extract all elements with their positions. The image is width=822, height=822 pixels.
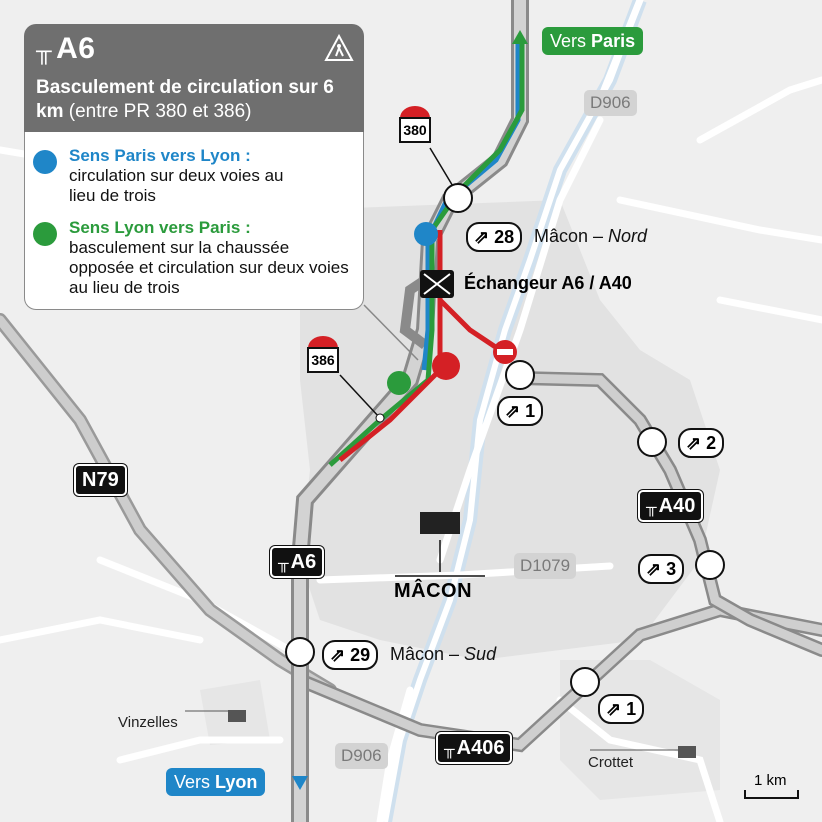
legend-text: basculement sur la chaussée opposée et circulation sur deux voies au lieu de trois xyxy=(69,238,349,297)
roadworks-icon xyxy=(432,352,460,380)
legend-head: Sens Lyon vers Paris : xyxy=(69,218,251,237)
pr-380-label: 380 xyxy=(403,122,427,138)
village-icon xyxy=(228,710,246,722)
lane-blue-icon xyxy=(33,150,57,174)
motorway-icon: ╥ xyxy=(36,38,53,63)
a40-shield: ╥ A40 xyxy=(638,490,703,522)
d906-label-south: D906 xyxy=(335,743,388,769)
info-panel-header xyxy=(24,24,364,132)
legend-head: Sens Paris vers Lyon : xyxy=(69,146,251,165)
exit-a40-1-badge: ⇗ 1 xyxy=(497,396,543,426)
village-label-vinzelles: Vinzelles xyxy=(118,714,178,731)
scale-label: 1 km xyxy=(754,772,787,789)
city-label-macon: MÂCON xyxy=(394,580,473,602)
info-panel xyxy=(24,24,364,311)
exit-28-badge: ⇗ 28 xyxy=(466,222,522,252)
exit-29-label: Mâcon – Sud xyxy=(390,644,497,664)
exit-a406-1-badge: ⇗ 1 xyxy=(598,694,644,724)
exit-29-badge: ⇗ 29 xyxy=(322,640,378,670)
exit-28-label: Mâcon – Nord xyxy=(534,226,648,246)
lane-blue-icon xyxy=(414,222,438,246)
city-icon xyxy=(420,512,460,534)
interchange-label: Échangeur A6 / A40 xyxy=(464,273,632,293)
a6-shield: ╥ A6 xyxy=(270,546,324,578)
village-label-crottet: Crottet xyxy=(588,754,634,771)
roadworks-warning-icon xyxy=(324,34,354,62)
panel-subtitle: Basculement de circulation sur 6 km (entre PR 380 et 386) xyxy=(36,77,334,122)
legend-text: circulation sur deux voies au lieu de trois xyxy=(69,166,284,205)
destination-lyon: Vers Lyon xyxy=(166,768,265,796)
d1079-label: D1079 xyxy=(514,553,576,579)
d906-label-north: D906 xyxy=(584,90,637,116)
legend xyxy=(24,132,364,310)
scale-bar xyxy=(745,790,798,798)
lane-green-icon xyxy=(387,371,411,395)
village-icon xyxy=(678,746,696,758)
lane-green-icon xyxy=(33,222,57,246)
pr-386-label: 386 xyxy=(311,352,335,368)
destination-paris: Vers Paris xyxy=(542,27,643,55)
n79-shield: N79 xyxy=(74,464,127,496)
panel-title: ╥ A6 xyxy=(36,32,96,65)
a406-shield: ╥ A406 xyxy=(436,732,512,764)
exit-a40-3-badge: ⇗ 3 xyxy=(638,554,684,584)
exit-a40-2-badge: ⇗ 2 xyxy=(678,428,724,458)
